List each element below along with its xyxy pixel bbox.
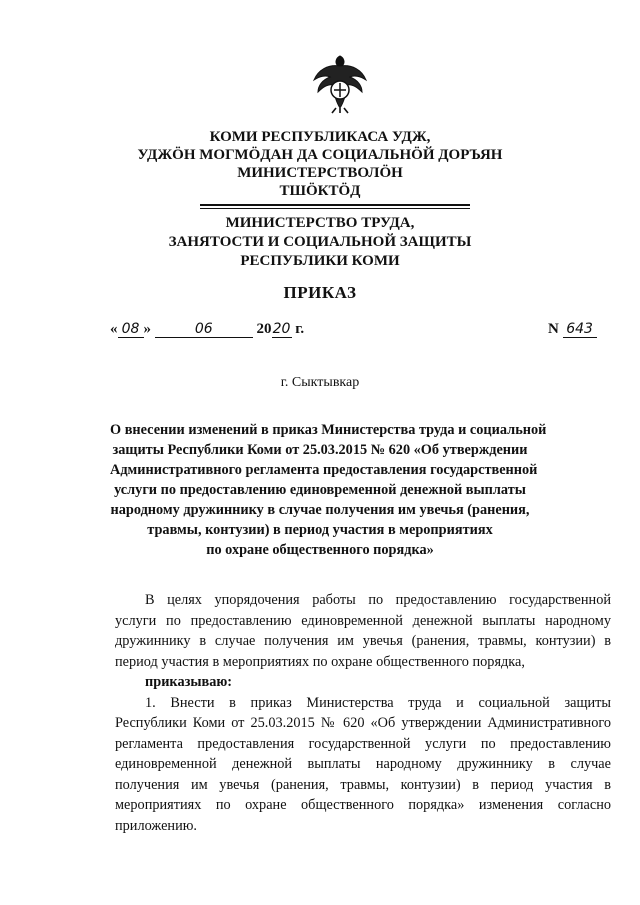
preamble-line: дружиннику в случае получения им увечья (ранения, травмы, контузии) в [115, 633, 611, 649]
header-komi [0, 128, 640, 200]
header-ru-line: РЕСПУБЛИКИ КОМИ [240, 253, 400, 269]
date-year-prefix: 20 [256, 321, 272, 337]
header-divider-thin [200, 208, 470, 209]
item1-line: 1. Внести в приказ Министерства труда и социальной защиты [145, 694, 611, 711]
header-ru-line: МИНИСТЕРСТВО ТРУДА, [225, 215, 415, 231]
preamble-line: период участия в мероприятиях по охране общественного порядка, [115, 653, 525, 670]
subject-line: услуги по предоставлению единовременной денежной выплаты [114, 482, 526, 498]
order-number-value: 643 [563, 321, 597, 338]
subject-line: травмы, контузии) в период участия в мероприятиях [147, 522, 493, 538]
date-close-quote: » [143, 321, 151, 337]
item1-line: мероприятиях по охране общественного порядка» изменения согласно [115, 797, 611, 813]
header-komi-line: МИНИСТЕРСТВОЛӦН [237, 165, 403, 181]
item1-line: единовременной денежной выплаты народному дружиннику в случае [115, 756, 611, 772]
item1-line: получения им увечья (ранения, травмы, контузии) в период участия в [115, 776, 611, 793]
date-year-mark: г. [295, 321, 305, 337]
header-komi-line: КОМИ РЕСПУБЛИКАСА УДЖ, [209, 129, 431, 145]
komi-coat-of-arms-icon [310, 50, 370, 114]
header-ru-line: ЗАНЯТОСТИ И СОЦИАЛЬНОЙ ЗАЩИТЫ [168, 234, 472, 250]
item1-line: регламента предоставления государственной услуги по предоставлению [115, 735, 611, 752]
order-word: приказываю: [145, 674, 233, 690]
subject-line: по охране общественного порядка» [206, 542, 434, 558]
date-day: 08 [118, 321, 144, 338]
order-body [115, 590, 611, 836]
item1-line: приложению. [115, 817, 197, 834]
order-number-label: N [548, 321, 559, 337]
item1-line: Республики Коми от 25.03.2015 № 620 «Об утверждении Административного [115, 715, 611, 731]
order-number [548, 321, 597, 338]
header-russian [0, 214, 640, 271]
subject-line: О внесении изменений в приказ Министерства труда и социальной [110, 422, 547, 438]
preamble-line: В целях упорядочения работы по предоставлению государственной [145, 592, 611, 608]
preamble-line: услуги по предоставлению единовременной денежной выплаты народному [115, 612, 611, 629]
document-type-title: ПРИКАЗ [283, 283, 357, 302]
subject-line: народному дружиннику в случае получения им увечья (ранения, [110, 502, 530, 518]
header-divider [200, 204, 470, 206]
header-komi-line: ТШӦКТӦД [279, 183, 361, 199]
subject-line: Административного регламента предоставления государственной [110, 462, 538, 478]
header-komi-line: УДЖӦН МОГМӦДАН ДА СОЦИАЛЬНӦЙ ДОРЪЯН [137, 147, 503, 163]
date-year-suffix: 20 [272, 321, 291, 337]
order-subject [110, 420, 547, 560]
date-month: 06 [155, 321, 253, 338]
order-date [110, 321, 304, 338]
date-open-quote: « [110, 321, 118, 337]
subject-line: защиты Республики Коми от 25.03.2015 № 620 «Об утверждении [112, 442, 528, 458]
city-line: г. Сыктывкар [280, 375, 360, 390]
